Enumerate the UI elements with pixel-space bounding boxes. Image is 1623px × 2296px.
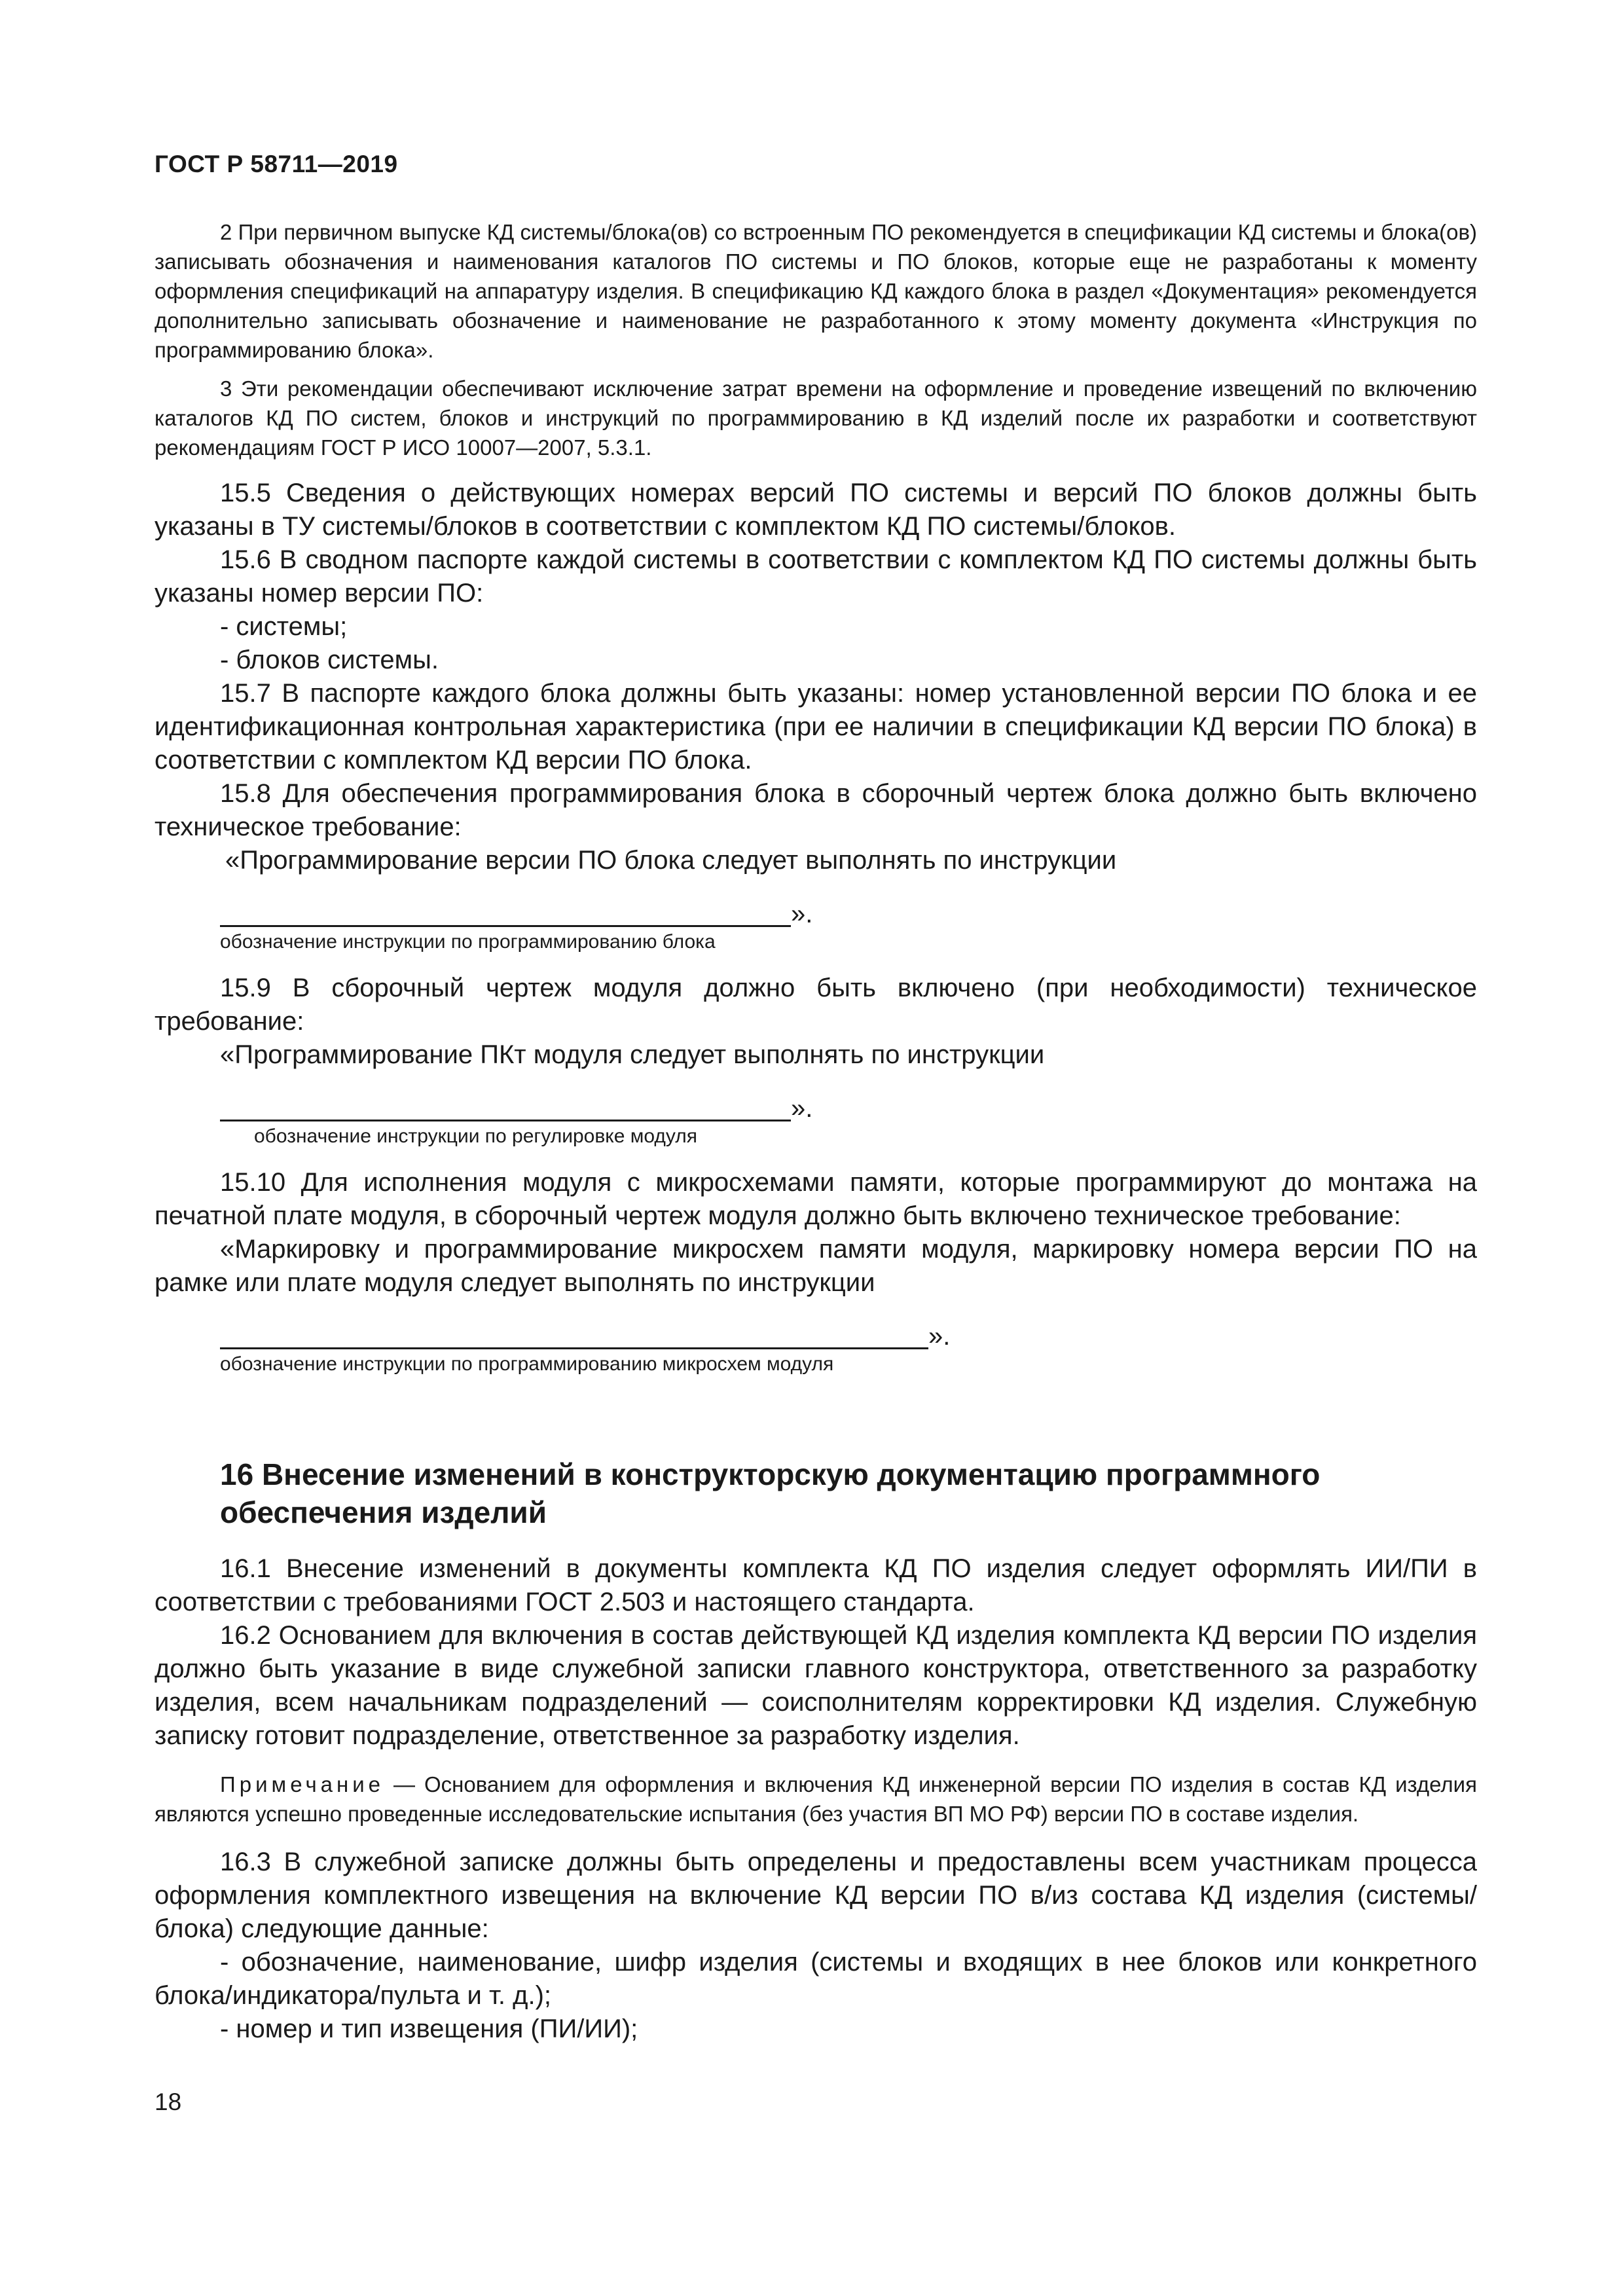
page-number: 18 — [155, 2088, 182, 2115]
note-3: 3 Эти рекомендации обеспечивают исключение затрат времени на оформление и проведение извещений по включению каталогов КД ПО систем, блоков и инструкций по программированию в КД изделий после их разработки и соответствуют рекомендациям ГОСТ Р ИСО 10007—2007, 5.3.1. — [155, 376, 1477, 460]
quote-15-9: «Программирование ПКт модуля следует выполнять по инструкции — [220, 1040, 1045, 1069]
standard-header: ГОСТ Р 58711—2019 — [155, 151, 398, 177]
blank-end: ». — [928, 1322, 951, 1351]
caption-15-8: обозначение инструкции по программированию блока — [220, 931, 716, 953]
blank-underline — [220, 1100, 791, 1121]
paragraph-15-6: 15.6 В сводном паспорте каждой системы в соответствии с комплектом КД ПО системы должны быть указаны номер версии ПО: — [155, 545, 1477, 608]
paragraph-15-5: 15.5 Сведения о действующих номерах версий ПО системы и версий ПО блоков должны быть указаны в ТУ системы/блоков в соответствии с комплектом КД ПО системы/блоков. — [155, 479, 1477, 541]
list-item: - номер и тип извещения (ПИ/ИИ); — [220, 2014, 638, 2043]
list-item: - обозначение, наименование, шифр изделия (системы и входящих в нее блоков или конкретного блока/индикатора/пульта и т. д.); — [155, 1948, 1477, 2010]
primechanie-note — [155, 1770, 1477, 1829]
quote-15-8: «Программирование версии ПО блока следует выполнять по инструкции — [225, 846, 1117, 875]
primechanie-text: — Основанием для оформления и включения КД инженерной версии ПО изделия в состав КД изделия являются успешно проведенные исследовательские испытания (без участия ВП МО РФ) версии ПО в составе изделия. — [155, 1772, 1477, 1826]
section-16-heading: 16 Внесение изменений в конструкторскую документацию программного обеспечения изделий — [220, 1457, 1321, 1529]
paragraph-15-7: 15.7 В паспорте каждого блока должны быть указаны: номер установленной версии ПО блока и ее идентификационная контрольная характеристика (при ее наличии в спецификации КД версии ПО блока) в соответствии с комплектом КД версии ПО блока. — [155, 679, 1477, 774]
blank-underline — [220, 905, 791, 927]
paragraph-16-3: 16.3 В служебной записке должны быть определены и предоставлены всем участникам процесса оформления комплектного извещения на включение КД версии ПО в/из состава КД изделия (системы/блока) следующие данные: — [155, 1848, 1477, 1943]
primechanie-label: Примечание — [220, 1772, 385, 1796]
blank-field-15-8 — [155, 901, 1477, 927]
list-item: - системы; — [220, 612, 348, 641]
caption-15-9: обозначение инструкции по регулировке модуля — [254, 1125, 698, 1147]
paragraph-15-9: 15.9 В сборочный чертеж модуля должно быть включено (при необходимости) техническое требование: — [155, 974, 1477, 1036]
blank-end: ». — [791, 1094, 813, 1123]
paragraph-16-1: 16.1 Внесение изменений в документы комплекта КД ПО изделия следует оформлять ИИ/ПИ в соответствии с требованиями ГОСТ 2.503 и настоящего стандарта. — [155, 1554, 1477, 1616]
blank-field-15-9 — [155, 1095, 1477, 1121]
document-page — [155, 151, 1477, 2046]
paragraph-15-10: 15.10 Для исполнения модуля с микросхемами памяти, которые программируют до монтажа на печатной плате модуля, в сборочный чертеж модуля должно быть включено техническое требование: — [155, 1168, 1477, 1230]
caption-15-10: обозначение инструкции по программированию микросхем модуля — [220, 1353, 834, 1375]
quote-15-10: «Маркировку и программирование микросхем памяти модуля, маркировку номера версии ПО на рамке или плате модуля следует выполнять по инструкции — [155, 1235, 1477, 1297]
blank-underline — [220, 1328, 928, 1349]
blank-end: ». — [791, 900, 813, 928]
blank-field-15-10 — [155, 1323, 1477, 1349]
note-2: 2 При первичном выпуске КД системы/блока(ов) со встроенным ПО рекомендуется в спецификации КД системы и блока(ов) записывать обозначения и наименования каталогов ПО системы и ПО блоков, которые еще не разработаны к моменту оформления спецификаций на аппаратуру изделия. В спецификацию КД каждого блока в раздел «Документация» рекомендуется дополнительно записывать обозначение и наименование не разработанного к этому моменту документа «Инструкция по программированию блока». — [155, 220, 1477, 362]
paragraph-15-8: 15.8 Для обеспечения программирования блока в сборочный чертеж блока должно быть включено техническое требование: — [155, 779, 1477, 841]
list-item: - блоков системы. — [220, 646, 439, 674]
paragraph-16-2: 16.2 Основанием для включения в состав действующей КД изделия комплекта КД версии ПО изделия должно быть указание в виде служебной записки главного конструктора, ответственного за разработку изделия, всем начальникам подразделений — соисполнителям корректировки КД изделия. Служебную записку готовит подразделение, ответственное за разработку изделия. — [155, 1621, 1477, 1750]
